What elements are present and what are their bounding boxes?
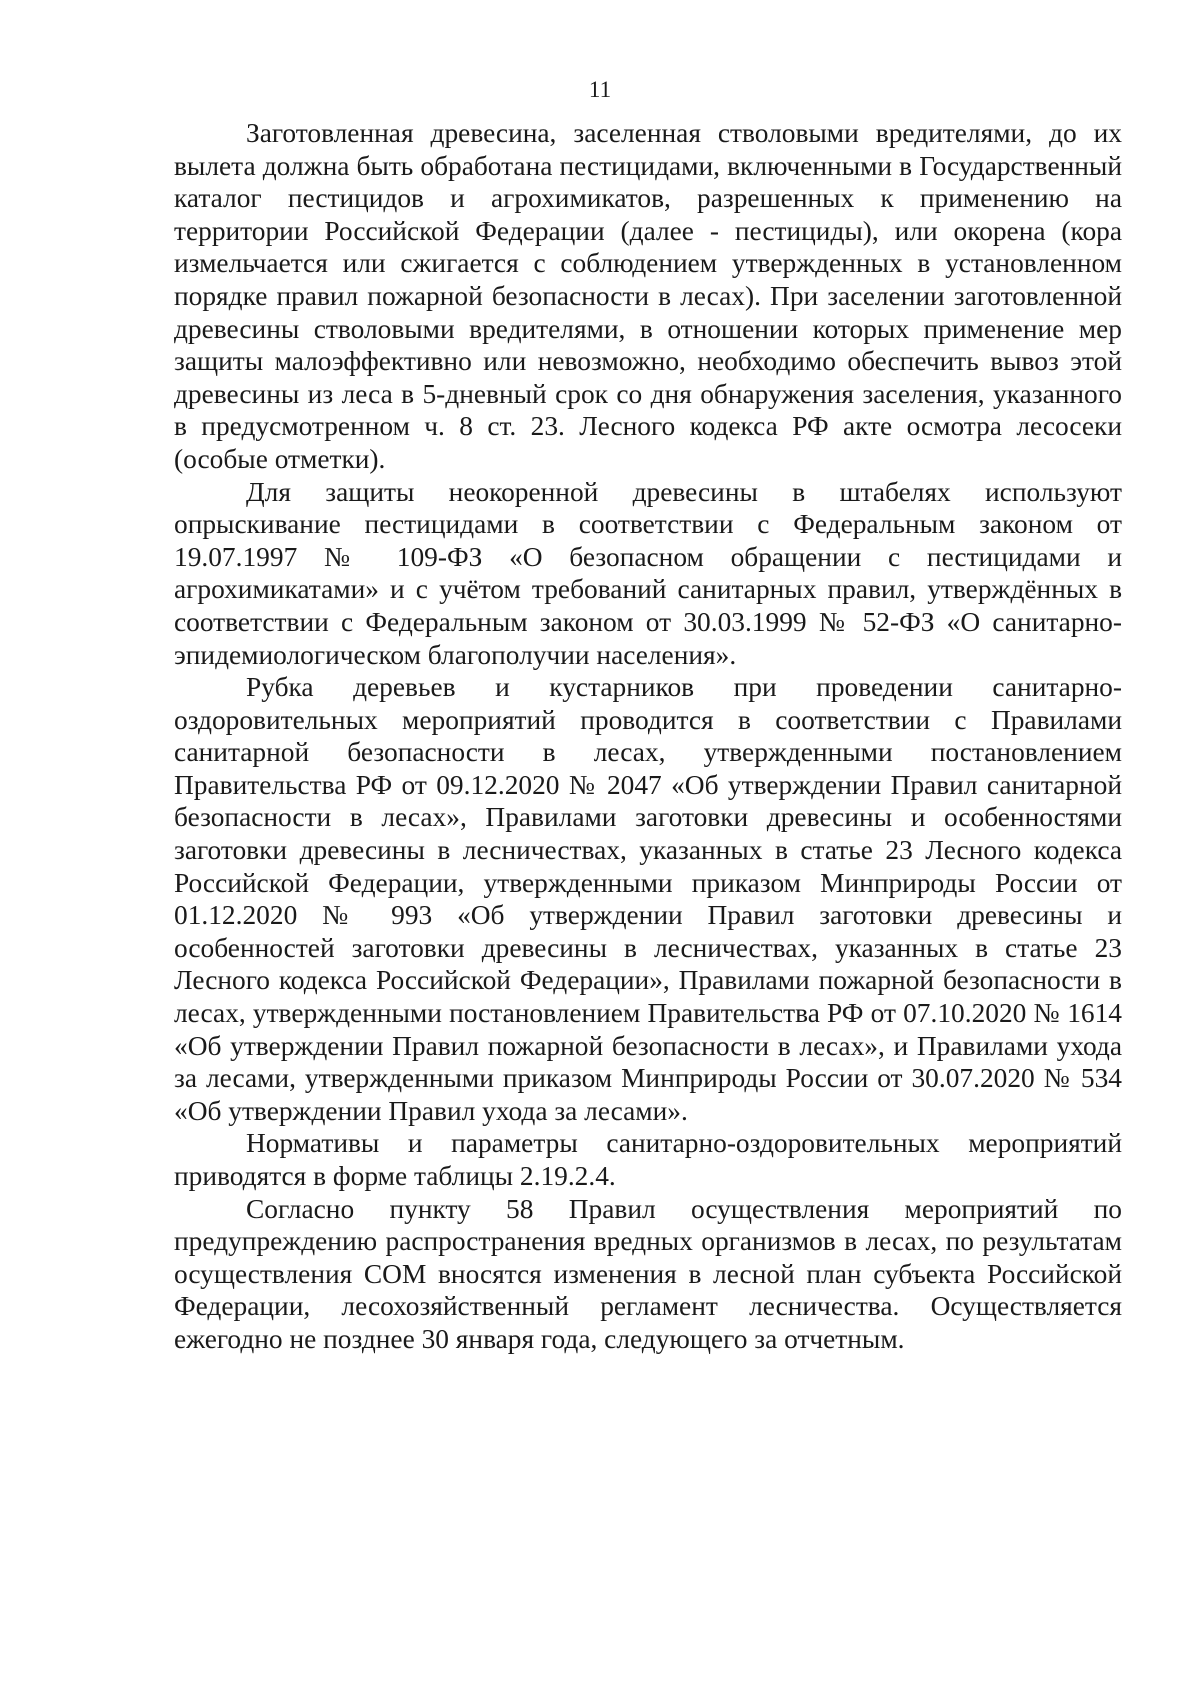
paragraph-harvested-wood-pests: Заготовленная древесина, заселенная стволовыми вредителями, до их вылета должна быть обработана пестицидами, включенными в Государственный каталог пестицидов и агрохимикатов, разрешенных к применению на территории Российской Федерации (далее - пестициды), или окорена (кора измельчается или сжигается с соблюдением утвержденных в установленном порядке правил пожарной безопасности в лесах). При заселении заготовленной древесины стволовыми вредителями, в отношении которых применение мер защиты малоэффективно или невозможно, необходимо обеспечить вывоз этой древесины из леса в 5-дневный срок со дня обнаружения заселения, указанного в предусмотренном ч. 8 ст. 23. Лесного кодекса РФ акте осмотра лесосеки (особые отметки).	[174, 118, 1122, 474]
page-number: 11	[588, 77, 612, 102]
paragraph-felling-rules: Рубка деревьев и кустарников при проведении санитарно-оздоровительных мероприятий проводится в соответствии с Правилами санитарной безопасности в лесах, утвержденными постановлением Правительства РФ от 09.12.2020 № 2047 «Об утверждении Правил санитарной безопасности в лесах», Правилами заготовки древесины и особенностями заготовки древесины в лесничествах, указанных в статье 23 Лесного кодекса Российской Федерации, утвержденными приказом Минприроды России от 01.12.2020 № 993 «Об утверждении Правил заготовки древесины и особенностей заготовки древесины в лесничествах, указанных в статье 23 Лесного кодекса Российской Федерации», Правилами пожарной безопасности в лесах, утвержденными постановлением Правительства РФ от 07.10.2020 № 1614 «Об утверждении Правил пожарной безопасности в лесах», и Правилами ухода за лесами, утвержденными приказом Минприроды России от 30.07.2020 № 534 «Об утверждении Правил ухода за лесами».	[174, 672, 1122, 1126]
paragraph-stack-spraying: Для защиты неокоренной древесины в штабелях используют опрыскивание пестицидами в соответствии с Федеральным законом от 19.07.1997 № 109-ФЗ «О безопасном обращении с пестицидами и агрохимикатами» и с учётом требований санитарных правил, утверждённых в соответствии с Федеральным законом от 30.03.1999 № 52-ФЗ «О санитарно-эпидемиологическом благополучии населения».	[174, 476, 1122, 670]
paragraph-norms-table-reference: Нормативы и параметры санитарно-оздоровительных мероприятий приводятся в форме таблицы 2.19.2.4.	[174, 1128, 1122, 1191]
document-body	[174, 117, 1122, 1356]
paragraph-forest-plan-changes: Согласно пункту 58 Правил осуществления мероприятий по предупреждению распространения вредных организмов в лесах, по результатам осуществления СОМ вносятся изменения в лесной план субъекта Российской Федерации, лесохозяйственный регламент лесничества. Осуществляется ежегодно не позднее 30 января года, следующего за отчетным.	[174, 1193, 1122, 1354]
